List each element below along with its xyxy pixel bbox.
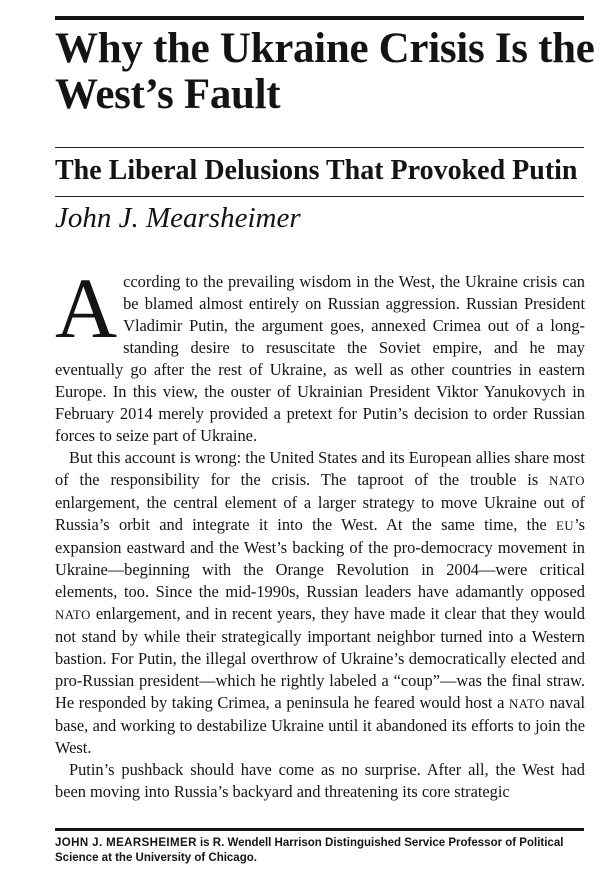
article-subtitle: The Liberal Delusions That Provoked Putin [55, 155, 578, 186]
nato-smallcaps: NATO [509, 697, 545, 711]
article-title: Why the Ukraine Crisis Is the West’s Fault [55, 25, 595, 118]
paragraph-1 [55, 260, 585, 447]
author-byline: John J. Mearsheimer [55, 202, 301, 234]
article-body [55, 260, 585, 803]
footnote-author-name: JOHN J. MEARSHEIMER [55, 837, 197, 849]
footnote-divider [55, 828, 584, 831]
paragraph-1-text: ccording to the prevailing wisdom in the West, the Ukraine crisis can be blamed almost entirely on Russian aggression. Russian President Vladimir Putin, the argument goes, annexed Crimea out of a long-standing desire to resuscitate the Soviet empire, and he may eventually go after the rest of Ukraine, as well as other countries in eastern Europe. In this view, the ouster of Ukrainian President Viktor Yanukovych in February 2014 merely provided a pretext for Putin’s decision to order Russian forces to seize part of Ukraine. [55, 272, 585, 445]
footnote-text: is R. Wendell Harrison Distinguished Service Professor of Political Science at the University of Chicago. [55, 837, 564, 864]
nato-smallcaps: NATO [55, 608, 91, 622]
paragraph-2-text-a: But this account is wrong: the United States and its European allies share most of the responsibility for the crisis. The taproot of the trouble is [55, 448, 585, 489]
title-divider [55, 147, 584, 148]
paragraph-2-text-b: enlargement, the central element of a larger strategy to move Ukraine out of Russia’s orbit and integrate it into the West. At the same time, the [55, 493, 585, 534]
subtitle-divider [55, 196, 584, 197]
paragraph-3: Putin’s pushback should have come as no surprise. After all, the West had been moving into Russia’s backyard and threatening its core strategic [55, 760, 585, 801]
drop-cap: A [55, 260, 118, 356]
paragraph-2 [55, 447, 585, 759]
top-rule [55, 16, 584, 20]
paragraph-2-text-c: ’s expansion eastward and the West’s backing of the pro-democracy movement in Ukraine—beginning with the Orange Revolution in 2004—were critical elements, too. Since the mid-1990s, Russian leaders have adamantly opposed [55, 515, 585, 601]
paragraph-2-text-d: enlargement, and in recent years, they have made it clear that they would not stand by while their strategically important neighbor turned into a Western bastion. For Putin, the illegal overthrow of Ukraine’s democratically elected and pro-Russian president—which he rightly labeled a “coup”—was the final straw. He responded by taking Crimea, a peninsula he feared would host a [55, 604, 585, 712]
author-footnote [55, 836, 585, 866]
eu-smallcaps: EU [556, 519, 575, 533]
nato-smallcaps: NATO [549, 474, 585, 488]
paragraph-2-text-e: naval base, and working to destabilize Ukraine until it abandoned its efforts to join the West. [55, 693, 585, 757]
